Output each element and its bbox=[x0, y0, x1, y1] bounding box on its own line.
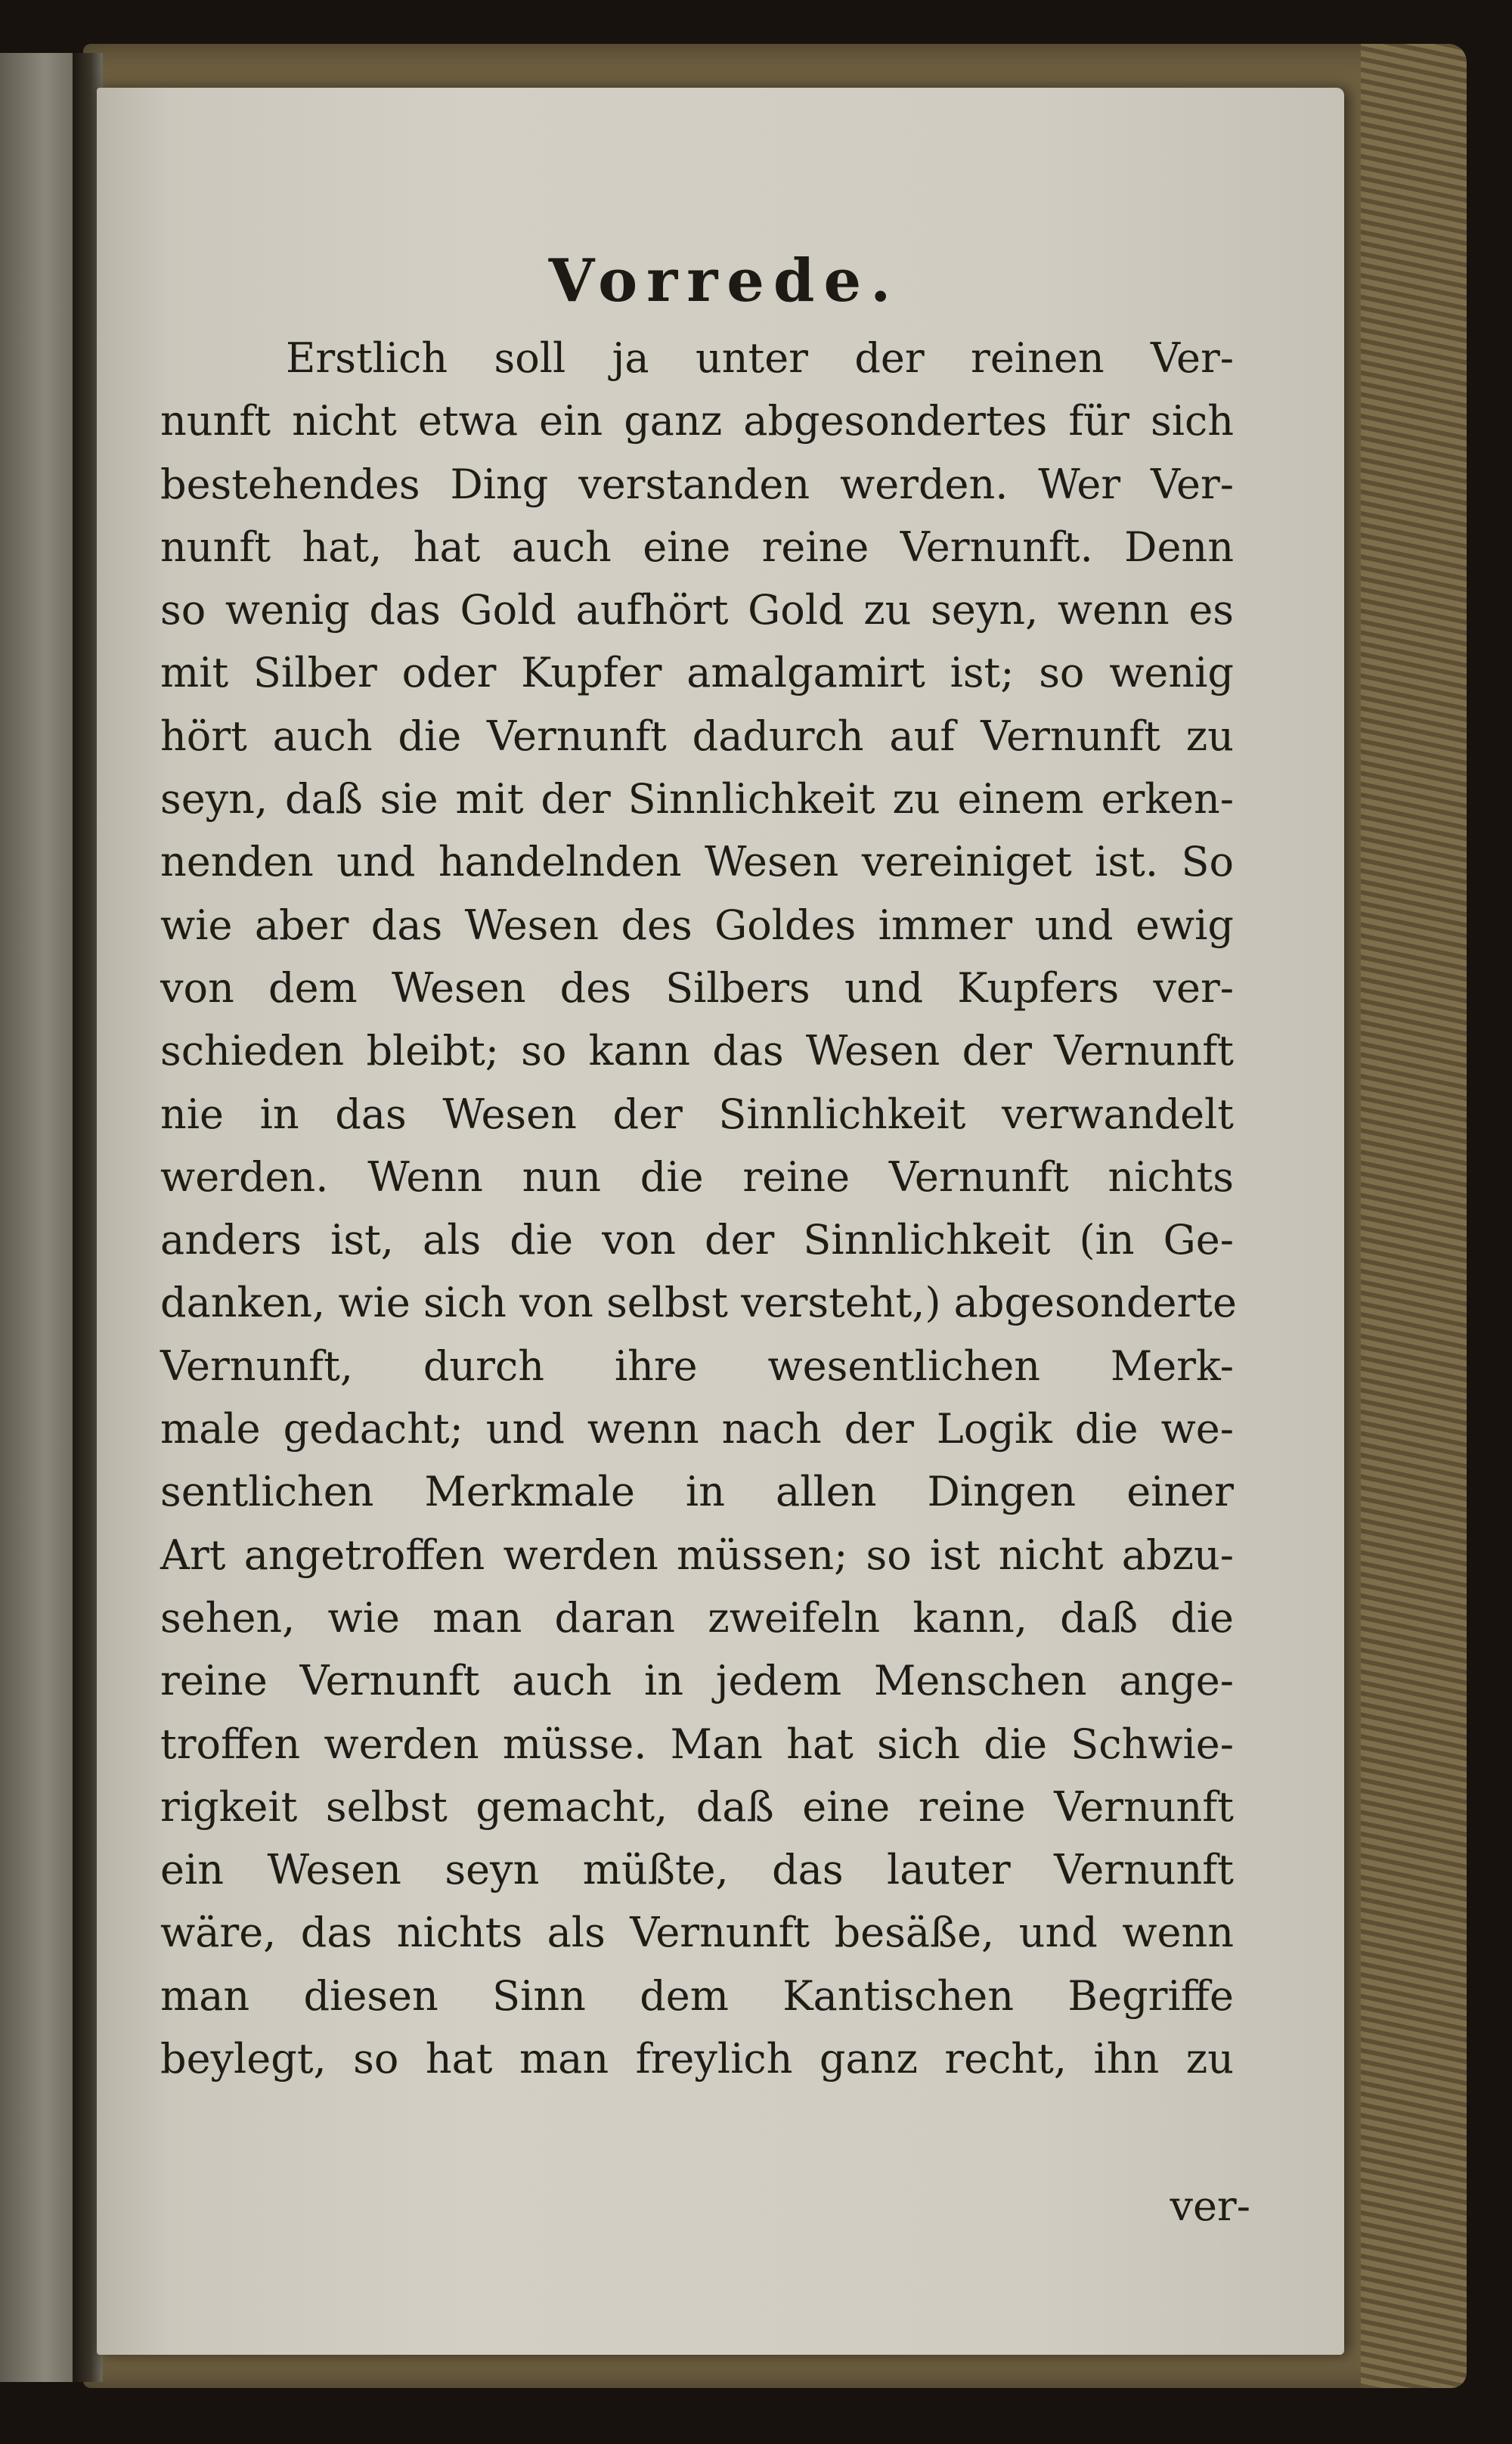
text-line: von dem Wesen des Silbers und Kupfers ver- bbox=[160, 963, 1234, 1012]
cover-edge bbox=[1361, 44, 1467, 2388]
text-line: troffen werden müsse. Man hat sich die Schwie- bbox=[160, 1720, 1234, 1768]
left-facing-page bbox=[0, 53, 82, 2382]
catchword: ver- bbox=[1170, 2182, 1250, 2230]
text-line: rigkeit selbst gemacht, daß eine reine Vernunft bbox=[160, 1782, 1234, 1831]
text-line: nunft nicht etwa ein ganz abgesondertes für sich bbox=[160, 397, 1234, 445]
text-line: Erstlich soll ja unter der reinen Ver- bbox=[286, 334, 1234, 382]
text-line: mit Silber oder Kupfer amalgamirt ist; so wenig bbox=[160, 649, 1234, 697]
text-line: danken, wie sich von selbst versteht,) abgesonderte bbox=[160, 1279, 1237, 1327]
text-line: sentlichen Merkmale in allen Dingen einer bbox=[160, 1468, 1234, 1516]
text-line: man diesen Sinn dem Kantischen Begriffe bbox=[160, 1971, 1234, 2020]
page-heading: Vorrede. bbox=[548, 247, 900, 315]
text-line: anders ist, als die von der Sinnlichkeit (in Ge- bbox=[160, 1216, 1234, 1264]
text-line: reine Vernunft auch in jedem Menschen ange- bbox=[160, 1657, 1234, 1705]
text-line: bestehendes Ding verstanden werden. Wer Ver- bbox=[160, 460, 1234, 508]
text-line: wie aber das Wesen des Goldes immer und ewig bbox=[160, 901, 1234, 949]
text-line: schieden bleibt; so kann das Wesen der Vernunft bbox=[160, 1027, 1234, 1075]
text-line: hört auch die Vernunft dadurch auf Vernunft zu bbox=[160, 712, 1234, 760]
text-line: ein Wesen seyn müßte, das lauter Vernunft bbox=[160, 1846, 1234, 1894]
text-line: Vernunft, durch ihre wesentlichen Merk- bbox=[160, 1341, 1234, 1390]
body-text bbox=[160, 327, 1237, 2090]
text-line: beylegt, so hat man freylich ganz recht, ihn zu bbox=[160, 2035, 1234, 2083]
text-line: nenden und handelnden Wesen vereiniget ist. So bbox=[160, 838, 1234, 886]
text-line: wäre, das nichts als Vernunft besäße, und wenn bbox=[160, 1909, 1234, 1957]
text-line: seyn, daß sie mit der Sinnlichkeit zu einem erken- bbox=[160, 775, 1234, 823]
text-line: Art angetroffen werden müssen; so ist nicht abzu- bbox=[160, 1531, 1234, 1579]
text-line: sehen, wie man daran zweifeln kann, daß die bbox=[160, 1593, 1234, 1642]
text-line: male gedacht; und wenn nach der Logik die we- bbox=[160, 1405, 1234, 1453]
text-line: nunft hat, hat auch eine reine Vernunft. Denn bbox=[160, 523, 1234, 571]
text-line: werden. Wenn nun die reine Vernunft nichts bbox=[160, 1152, 1234, 1201]
book-page bbox=[97, 88, 1344, 2355]
text-line: so wenig das Gold aufhört Gold zu seyn, wenn es bbox=[160, 586, 1234, 634]
text-line: nie in das Wesen der Sinnlichkeit verwandelt bbox=[160, 1090, 1234, 1138]
